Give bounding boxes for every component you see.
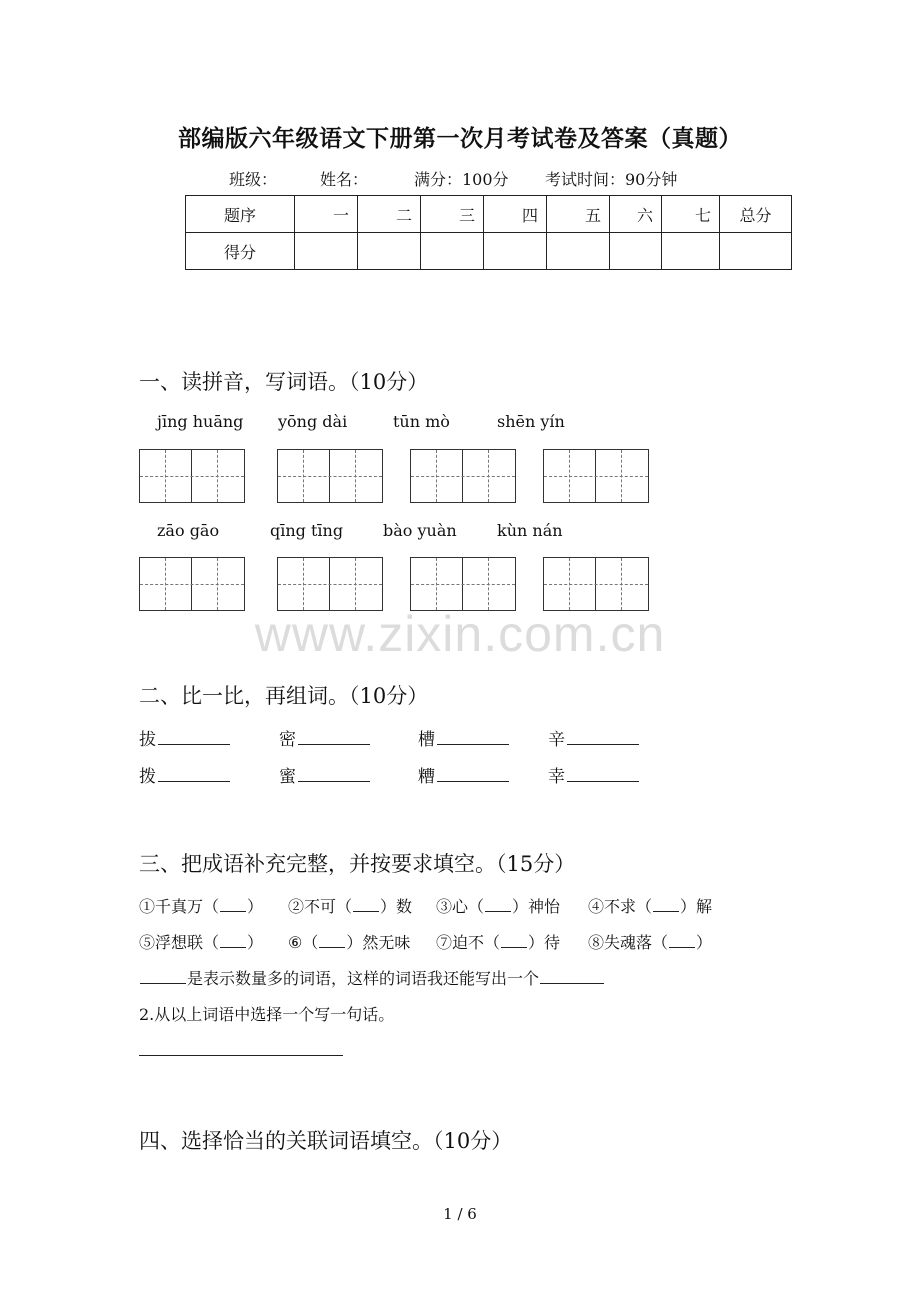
score-cell[interactable]	[610, 233, 662, 270]
table-cell: 三	[421, 196, 484, 233]
compare-char: 密	[279, 730, 296, 750]
writing-grid[interactable]	[277, 557, 383, 611]
compare-char: 槽	[418, 730, 435, 750]
compare-char: 拔	[139, 730, 156, 750]
compare-item[interactable]	[548, 762, 639, 787]
idiom-text: ）	[247, 897, 264, 916]
compare-item[interactable]	[418, 725, 509, 750]
pinyin: tūn mò	[393, 412, 450, 431]
score-cell[interactable]	[662, 233, 720, 270]
score-cell[interactable]	[484, 233, 547, 270]
idiom-text: ⑧失魂落（	[588, 933, 669, 952]
idiom-text: ）待	[528, 933, 561, 952]
idiom-text: ⑥（	[288, 933, 319, 952]
compare-item[interactable]	[279, 762, 370, 787]
writing-grid[interactable]	[543, 449, 649, 503]
idiom-text: ）解	[680, 897, 713, 916]
compare-char: 蜜	[279, 767, 296, 787]
table-cell: 总分	[720, 196, 792, 233]
answer-blank[interactable]	[158, 728, 230, 745]
idiom-item[interactable]	[588, 894, 712, 917]
idiom-item[interactable]	[288, 894, 412, 917]
pinyin: shēn yín	[497, 412, 565, 431]
answer-blank[interactable]	[567, 765, 639, 782]
answer-blank[interactable]	[158, 765, 230, 782]
idiom-item[interactable]	[288, 930, 410, 953]
idiom-text: ①千真万（	[139, 897, 220, 916]
compare-item[interactable]	[139, 725, 230, 750]
name-label: 姓名：	[320, 170, 369, 189]
score-table-score-row	[186, 233, 792, 270]
class-label: 班级：	[229, 170, 278, 189]
idiom-item[interactable]	[139, 930, 263, 953]
section4-heading: 四、选择恰当的关联词语填空。（10分）	[139, 1129, 513, 1153]
pinyin: bào yuàn	[383, 521, 457, 540]
question-2: 2.从以上词语中选择一个写一句话。	[139, 1005, 395, 1024]
score-cell[interactable]	[720, 233, 792, 270]
section3-heading: 三、把成语补充完整，并按要求填空。（15分）	[139, 852, 576, 876]
idiom-text: ②不可（	[288, 897, 353, 916]
writing-grid[interactable]	[277, 449, 383, 503]
answer-blank[interactable]	[298, 765, 370, 782]
compare-char: 辛	[548, 730, 565, 750]
answer-line[interactable]	[139, 1055, 343, 1056]
score-table	[185, 195, 792, 270]
score-cell[interactable]	[295, 233, 358, 270]
table-cell: 得分	[186, 233, 295, 270]
pinyin: zāo gāo	[157, 521, 220, 540]
idiom-blank[interactable]	[319, 933, 345, 948]
idiom-text: ）	[247, 933, 264, 952]
idiom-text: ）然无味	[346, 933, 411, 952]
answer-blank[interactable]	[298, 728, 370, 745]
compare-char: 糟	[418, 767, 435, 787]
pinyin: qīng tīng	[270, 521, 344, 540]
score-cell[interactable]	[358, 233, 421, 270]
idiom-item[interactable]	[436, 894, 560, 917]
table-cell: 五	[547, 196, 610, 233]
pinyin: jīng huāng	[157, 412, 244, 431]
idiom-blank[interactable]	[220, 933, 246, 948]
answer-blank[interactable]	[540, 969, 604, 984]
answer-blank[interactable]	[437, 728, 509, 745]
idiom-text: ④不求（	[588, 897, 653, 916]
answer-blank[interactable]	[140, 969, 186, 984]
compare-item[interactable]	[139, 762, 230, 787]
answer-blank[interactable]	[437, 765, 509, 782]
idiom-item[interactable]	[588, 930, 712, 953]
idiom-text: ⑦迫不（	[436, 933, 501, 952]
idiom-item[interactable]	[436, 930, 560, 953]
score-cell[interactable]	[547, 233, 610, 270]
answer-blank[interactable]	[567, 728, 639, 745]
page-title: 部编版六年级语文下册第一次月考试卷及答案（真题）	[178, 125, 742, 152]
writing-grid[interactable]	[410, 449, 516, 503]
idiom-item[interactable]	[139, 894, 263, 917]
full-score: 满分：100分	[414, 170, 509, 189]
compare-char: 幸	[548, 767, 565, 787]
score-cell[interactable]	[421, 233, 484, 270]
idiom-blank[interactable]	[220, 897, 246, 912]
idiom-text: ⑤浮想联（	[139, 933, 220, 952]
table-cell: 题序	[186, 196, 295, 233]
idiom-text: ）	[696, 933, 713, 952]
fill-sentence-text: 是表示数量多的词语，这样的词语我还能写出一个	[187, 969, 540, 988]
pinyin: kùn nán	[497, 521, 563, 540]
watermark: www.zixin.com.cn	[254, 606, 666, 662]
writing-grid[interactable]	[543, 557, 649, 611]
table-cell: 六	[610, 196, 662, 233]
score-table-header-row	[186, 196, 792, 233]
writing-grid[interactable]	[139, 449, 245, 503]
page-number: 1 / 6	[443, 1205, 477, 1223]
table-cell: 四	[484, 196, 547, 233]
exam-time: 考试时间：90分钟	[545, 170, 678, 189]
idiom-blank[interactable]	[353, 897, 379, 912]
idiom-blank[interactable]	[653, 897, 679, 912]
table-cell: 七	[662, 196, 720, 233]
table-cell: 二	[358, 196, 421, 233]
compare-char: 拨	[139, 767, 156, 787]
idiom-text: ）数	[380, 897, 413, 916]
writing-grid[interactable]	[139, 557, 245, 611]
idiom-blank[interactable]	[501, 933, 527, 948]
idiom-text: ）神怡	[512, 897, 561, 916]
table-cell: 一	[295, 196, 358, 233]
writing-grid[interactable]	[410, 557, 516, 611]
section2-heading: 二、比一比，再组词。（10分）	[139, 684, 429, 708]
idiom-blank[interactable]	[485, 897, 511, 912]
idiom-blank[interactable]	[669, 933, 695, 948]
section1-heading: 一、读拼音，写词语。（10分）	[139, 370, 429, 394]
idiom-text: ③心（	[436, 897, 485, 916]
fill-sentence	[139, 966, 605, 989]
compare-item[interactable]	[279, 725, 370, 750]
pinyin: yōng dài	[278, 412, 348, 431]
compare-item[interactable]	[418, 762, 509, 787]
compare-item[interactable]	[548, 725, 639, 750]
